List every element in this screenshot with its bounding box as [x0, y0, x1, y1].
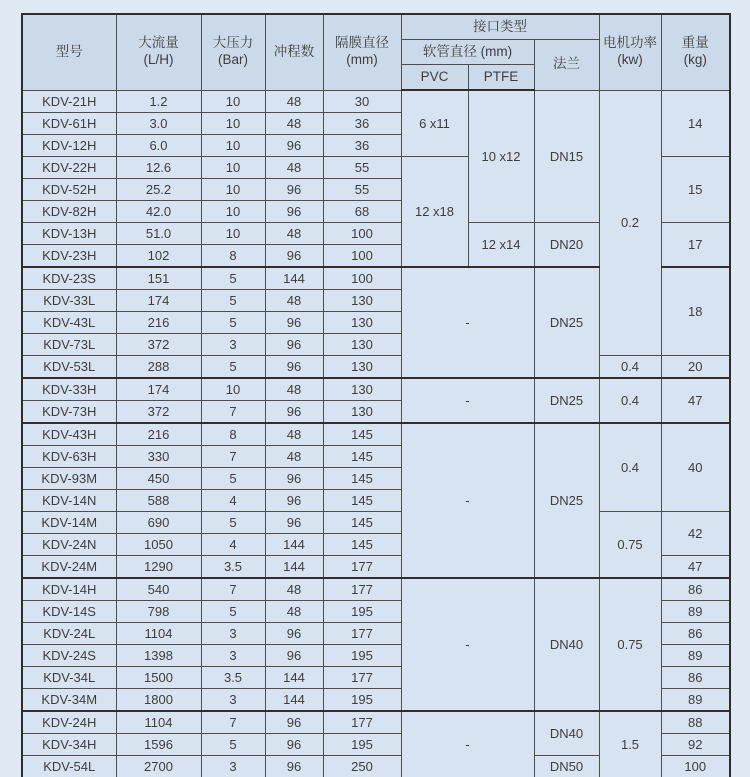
cell-diaphragm: 30 — [323, 90, 401, 112]
cell-diaphragm: 55 — [323, 178, 401, 200]
cell-model: KDV-52H — [22, 178, 116, 200]
cell-flange: DN25 — [534, 378, 599, 423]
cell-flow: 372 — [116, 400, 201, 423]
cell-weight: 92 — [661, 733, 730, 755]
cell-strokes: 96 — [265, 244, 323, 267]
cell-diaphragm: 145 — [323, 423, 401, 446]
cell-strokes: 96 — [265, 178, 323, 200]
cell-model: KDV-23S — [22, 267, 116, 290]
cell-pressure: 10 — [201, 156, 265, 178]
cell-pressure: 10 — [201, 90, 265, 112]
cell-model: KDV-23H — [22, 244, 116, 267]
col-header-model: 型号 — [22, 14, 116, 90]
cell-weight: 20 — [661, 355, 730, 378]
cell-ptfe: 10 x12 — [468, 90, 534, 222]
cell-strokes: 48 — [265, 90, 323, 112]
table-row — [22, 355, 730, 378]
cell-model: KDV-61H — [22, 112, 116, 134]
cell-model: KDV-33H — [22, 378, 116, 401]
cell-model: KDV-43H — [22, 423, 116, 446]
cell-diaphragm: 130 — [323, 378, 401, 401]
cell-model: KDV-14M — [22, 511, 116, 533]
table-row — [22, 423, 730, 446]
cell-strokes: 96 — [265, 622, 323, 644]
cell-pressure: 3.5 — [201, 555, 265, 578]
cell-diaphragm: 177 — [323, 666, 401, 688]
cell-diaphragm: 130 — [323, 311, 401, 333]
spec-table — [21, 13, 731, 777]
table-row — [22, 578, 730, 601]
cell-diaphragm: 68 — [323, 200, 401, 222]
cell-diaphragm: 177 — [323, 622, 401, 644]
cell-pressure: 3 — [201, 688, 265, 711]
cell-model: KDV-82H — [22, 200, 116, 222]
cell-model: KDV-12H — [22, 134, 116, 156]
cell-flow: 1104 — [116, 622, 201, 644]
cell-model: KDV-24N — [22, 533, 116, 555]
cell-strokes: 96 — [265, 511, 323, 533]
cell-pressure: 10 — [201, 112, 265, 134]
cell-diaphragm: 195 — [323, 600, 401, 622]
cell-diaphragm: 100 — [323, 267, 401, 290]
cell-diaphragm: 177 — [323, 578, 401, 601]
cell-flow: 216 — [116, 311, 201, 333]
cell-model: KDV-93M — [22, 467, 116, 489]
table-row — [22, 90, 730, 112]
cell-pvc: - — [401, 378, 534, 423]
cell-model: KDV-13H — [22, 222, 116, 244]
cell-weight: 86 — [661, 578, 730, 601]
cell-pressure: 5 — [201, 289, 265, 311]
cell-strokes: 48 — [265, 289, 323, 311]
cell-diaphragm: 130 — [323, 333, 401, 355]
cell-flow: 102 — [116, 244, 201, 267]
cell-power: 0.2 — [599, 90, 661, 355]
cell-pressure: 4 — [201, 489, 265, 511]
cell-diaphragm: 130 — [323, 400, 401, 423]
cell-weight: 100 — [661, 755, 730, 777]
cell-pressure: 5 — [201, 467, 265, 489]
cell-weight: 47 — [661, 555, 730, 578]
cell-strokes: 96 — [265, 467, 323, 489]
cell-diaphragm: 195 — [323, 688, 401, 711]
cell-weight: 89 — [661, 688, 730, 711]
cell-flow: 216 — [116, 423, 201, 446]
cell-weight: 86 — [661, 622, 730, 644]
cell-diaphragm: 177 — [323, 555, 401, 578]
cell-diaphragm: 145 — [323, 511, 401, 533]
cell-diaphragm: 177 — [323, 711, 401, 734]
col-header-strokes: 冲程数 — [265, 14, 323, 90]
table-row — [22, 378, 730, 401]
col-header-ptfe: PTFE — [468, 65, 534, 91]
cell-pvc: 6 x11 — [401, 90, 468, 156]
cell-flow: 690 — [116, 511, 201, 533]
table-row — [22, 711, 730, 734]
cell-flow: 540 — [116, 578, 201, 601]
cell-weight: 89 — [661, 644, 730, 666]
cell-flow: 330 — [116, 445, 201, 467]
cell-model: KDV-21H — [22, 90, 116, 112]
cell-diaphragm: 145 — [323, 445, 401, 467]
cell-flange: DN25 — [534, 267, 599, 378]
header-row — [22, 14, 730, 40]
cell-strokes: 96 — [265, 200, 323, 222]
cell-flow: 1500 — [116, 666, 201, 688]
cell-pressure: 5 — [201, 311, 265, 333]
cell-diaphragm: 195 — [323, 733, 401, 755]
table-row — [22, 511, 730, 533]
cell-pressure: 7 — [201, 578, 265, 601]
cell-model: KDV-24M — [22, 555, 116, 578]
cell-diaphragm: 36 — [323, 112, 401, 134]
cell-strokes: 96 — [265, 755, 323, 777]
cell-flange: DN20 — [534, 222, 599, 267]
cell-diaphragm: 100 — [323, 244, 401, 267]
cell-strokes: 48 — [265, 156, 323, 178]
cell-flow: 6.0 — [116, 134, 201, 156]
cell-flow: 1290 — [116, 555, 201, 578]
cell-pressure: 3 — [201, 622, 265, 644]
cell-flow: 1.2 — [116, 90, 201, 112]
cell-flange: DN40 — [534, 578, 599, 711]
cell-flow: 1800 — [116, 688, 201, 711]
cell-flow: 1104 — [116, 711, 201, 734]
cell-flow: 151 — [116, 267, 201, 290]
cell-model: KDV-54L — [22, 755, 116, 777]
cell-pressure: 10 — [201, 378, 265, 401]
cell-model: KDV-24H — [22, 711, 116, 734]
cell-pressure: 10 — [201, 200, 265, 222]
cell-power: 0.4 — [599, 423, 661, 512]
cell-pressure: 4 — [201, 533, 265, 555]
cell-pvc: - — [401, 423, 534, 578]
cell-diaphragm: 36 — [323, 134, 401, 156]
cell-weight: 17 — [661, 222, 730, 267]
cell-strokes: 96 — [265, 711, 323, 734]
cell-pressure: 8 — [201, 244, 265, 267]
cell-diaphragm: 250 — [323, 755, 401, 777]
cell-power: 0.4 — [599, 378, 661, 423]
cell-pressure: 8 — [201, 423, 265, 446]
cell-pvc: 12 x18 — [401, 156, 468, 267]
cell-model: KDV-34L — [22, 666, 116, 688]
cell-weight: 42 — [661, 511, 730, 555]
cell-strokes: 48 — [265, 222, 323, 244]
cell-pressure: 3 — [201, 333, 265, 355]
cell-model: KDV-22H — [22, 156, 116, 178]
cell-ptfe: 12 x14 — [468, 222, 534, 267]
cell-strokes: 144 — [265, 533, 323, 555]
cell-pressure: 10 — [201, 178, 265, 200]
cell-pressure: 3 — [201, 644, 265, 666]
cell-strokes: 144 — [265, 688, 323, 711]
cell-pressure: 7 — [201, 400, 265, 423]
cell-strokes: 48 — [265, 423, 323, 446]
cell-weight: 18 — [661, 267, 730, 356]
cell-pressure: 7 — [201, 711, 265, 734]
cell-pressure: 10 — [201, 222, 265, 244]
cell-pressure: 5 — [201, 355, 265, 378]
cell-model: KDV-33L — [22, 289, 116, 311]
cell-flange: DN40 — [534, 711, 599, 756]
cell-weight: 89 — [661, 600, 730, 622]
col-header-diaphragm-diameter: 隔膜直径 (mm) — [323, 14, 401, 90]
cell-strokes: 96 — [265, 733, 323, 755]
cell-model: KDV-14H — [22, 578, 116, 601]
cell-pressure: 10 — [201, 134, 265, 156]
col-header-hose-diameter: 软管直径 (mm) — [401, 40, 534, 65]
cell-strokes: 48 — [265, 600, 323, 622]
cell-weight: 47 — [661, 378, 730, 423]
cell-power: 0.75 — [599, 511, 661, 578]
cell-flow: 42.0 — [116, 200, 201, 222]
col-header-max-flow: 大流量 (L/H) — [116, 14, 201, 90]
cell-diaphragm: 130 — [323, 355, 401, 378]
cell-weight: 86 — [661, 666, 730, 688]
cell-flow: 174 — [116, 378, 201, 401]
cell-model: KDV-34H — [22, 733, 116, 755]
cell-diaphragm: 145 — [323, 467, 401, 489]
cell-flow: 12.6 — [116, 156, 201, 178]
cell-diaphragm: 130 — [323, 289, 401, 311]
cell-flow: 3.0 — [116, 112, 201, 134]
cell-power: 0.4 — [599, 355, 661, 378]
cell-power: 0.75 — [599, 578, 661, 711]
col-header-max-pressure: 大压力 (Bar) — [201, 14, 265, 90]
cell-strokes: 144 — [265, 555, 323, 578]
cell-strokes: 96 — [265, 134, 323, 156]
cell-flange: DN50 — [534, 755, 599, 777]
cell-model: KDV-73H — [22, 400, 116, 423]
cell-weight: 40 — [661, 423, 730, 512]
cell-flow: 1596 — [116, 733, 201, 755]
cell-flow: 372 — [116, 333, 201, 355]
cell-strokes: 96 — [265, 400, 323, 423]
cell-weight: 14 — [661, 90, 730, 156]
cell-flow: 588 — [116, 489, 201, 511]
cell-diaphragm: 145 — [323, 489, 401, 511]
cell-pressure: 5 — [201, 267, 265, 290]
cell-strokes: 96 — [265, 311, 323, 333]
cell-diaphragm: 145 — [323, 533, 401, 555]
cell-model: KDV-14N — [22, 489, 116, 511]
cell-model: KDV-43L — [22, 311, 116, 333]
cell-weight: 15 — [661, 156, 730, 222]
cell-pressure: 5 — [201, 511, 265, 533]
cell-pressure: 3.5 — [201, 666, 265, 688]
cell-pressure: 5 — [201, 600, 265, 622]
cell-model: KDV-63H — [22, 445, 116, 467]
col-header-weight: 重量 (kg) — [661, 14, 730, 90]
cell-strokes: 144 — [265, 666, 323, 688]
cell-pressure: 3 — [201, 755, 265, 777]
col-header-pvc: PVC — [401, 65, 468, 91]
cell-pressure: 5 — [201, 733, 265, 755]
col-header-motor-power: 电机功率 (kw) — [599, 14, 661, 90]
cell-flow: 25.2 — [116, 178, 201, 200]
cell-flow: 450 — [116, 467, 201, 489]
col-header-flange: 法兰 — [534, 40, 599, 91]
cell-strokes: 48 — [265, 445, 323, 467]
cell-model: KDV-53L — [22, 355, 116, 378]
cell-model: KDV-24S — [22, 644, 116, 666]
cell-weight: 88 — [661, 711, 730, 734]
cell-pressure: 7 — [201, 445, 265, 467]
cell-flow: 288 — [116, 355, 201, 378]
cell-strokes: 96 — [265, 644, 323, 666]
cell-strokes: 48 — [265, 378, 323, 401]
cell-strokes: 48 — [265, 112, 323, 134]
col-header-interface-type: 接口类型 — [401, 14, 599, 40]
cell-flow: 51.0 — [116, 222, 201, 244]
cell-diaphragm: 195 — [323, 644, 401, 666]
cell-pvc: - — [401, 267, 534, 378]
cell-strokes: 144 — [265, 267, 323, 290]
cell-flow: 798 — [116, 600, 201, 622]
cell-power: 1.5 — [599, 711, 661, 777]
cell-flow: 1398 — [116, 644, 201, 666]
cell-strokes: 96 — [265, 489, 323, 511]
cell-strokes: 48 — [265, 578, 323, 601]
cell-diaphragm: 100 — [323, 222, 401, 244]
cell-flow: 174 — [116, 289, 201, 311]
cell-model: KDV-34M — [22, 688, 116, 711]
cell-pvc: - — [401, 711, 534, 777]
cell-model: KDV-14S — [22, 600, 116, 622]
cell-flange: DN15 — [534, 90, 599, 222]
cell-pvc: - — [401, 578, 534, 711]
cell-model: KDV-24L — [22, 622, 116, 644]
cell-flow: 2700 — [116, 755, 201, 777]
cell-strokes: 96 — [265, 355, 323, 378]
cell-strokes: 96 — [265, 333, 323, 355]
cell-model: KDV-73L — [22, 333, 116, 355]
cell-flange: DN25 — [534, 423, 599, 578]
cell-diaphragm: 55 — [323, 156, 401, 178]
cell-flow: 1050 — [116, 533, 201, 555]
